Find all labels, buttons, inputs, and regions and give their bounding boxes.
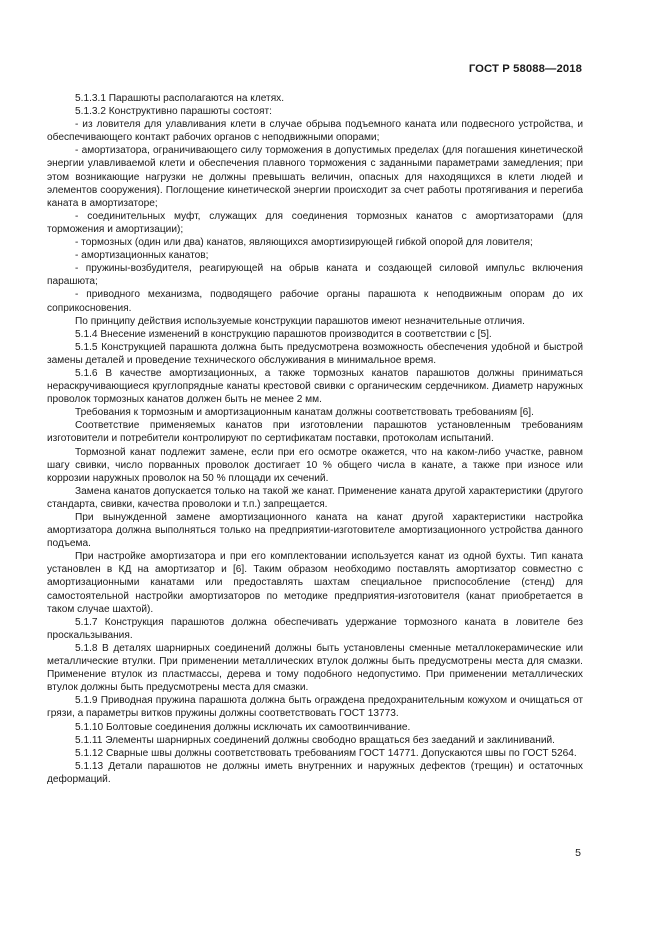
- paragraph: Замена канатов допускается только на такой же канат. Применение каната другой характеристики (другого стандарта, свивки, качества проволоки и т.п.) запрещается.: [47, 485, 583, 510]
- paragraph: 5.1.7 Конструкция парашютов должна обеспечивать удержание тормозного каната в ловителе без проскальзывания.: [47, 616, 583, 641]
- paragraph: 5.1.4 Внесение изменений в конструкцию парашютов производится в соответствии с [5].: [75, 328, 492, 340]
- paragraph: При вынужденной замене амортизационного каната на канат другой характеристики настройка амортизатора должна выполняться только на предприятии-изготовителе амортизационного устройства данного подъема.: [47, 512, 583, 550]
- list-item: - амортизационных канатов;: [75, 250, 209, 262]
- paragraph: 5.1.9 Приводная пружина парашюта должна быть ограждена предохранительным кожухом и очищаться от грязи, а параметры витков пружины должны соответствовать ГОСТ 13773.: [47, 695, 583, 720]
- paragraph: 5.1.3.2 Конструктивно парашюты состоят:: [75, 106, 272, 118]
- paragraph: 5.1.11 Элементы шарнирных соединений должны свободно вращаться без заеданий и заклиниваний.: [75, 734, 555, 746]
- list-item: - из ловителя для улавливания клети в случае обрыва подъемного каната или подвесного устройства, и обеспечивающего контакт рабочих органов с неподвижными опорами;: [47, 119, 583, 144]
- paragraph: По принципу действия используемые конструкции парашютов имеют незначительные отличия.: [75, 315, 525, 327]
- paragraph: 5.1.10 Болтовые соединения должны исключать их самоотвинчивание.: [75, 721, 411, 733]
- paragraph: 5.1.6 В качестве амортизационных, а также тормозных канатов парашютов должны приниматься нераскручивающиеся круглопрядные канаты крестовой свивки с органическим сердечником. Диаметр наружных проволок тормозных канатов должен быть не менее 2 мм.: [47, 367, 583, 406]
- paragraph: 5.1.3.1 Парашюты располагаются на клетях.: [75, 93, 285, 104]
- paragraph: Тормозной канат подлежит замене, если при его осмотре окажется, что на каком-либо участке, равном шагу свивки, число порванных проволок достигает 10 % общего числа в канате, а также при износе или коррозии наружных проволок на 50 % площади их сечений.: [47, 446, 583, 484]
- paragraph: Соответствие применяемых канатов при изготовлении парашютов установленным требованиям изготовители и потребители контролируют по сертификатам поставки, протоколам испытаний.: [47, 420, 583, 445]
- paragraph: 5.1.12 Сварные швы должны соответствовать требованиям ГОСТ 14771. Допускаются швы по ГОСТ 5264.: [75, 747, 577, 759]
- paragraph: При настройке амортизатора и при его комплектовании используется канат из одной бухты. Тип каната установлен в КД на амортизатор и [6]. Таким образом необходимо поставлять амортизатор совместно с амортизационными канатами или предоставлять шахтам специальное приспособление (стенд) для самостоятельной настройки амортизаторов по методике предприятия-изготовителя (канат приобретается в таком случае шахтой).: [47, 551, 583, 615]
- paragraph: 5.1.13 Детали парашютов не должны иметь внутренних и наружных дефектов (трещин) и остаточных деформаций.: [47, 760, 583, 785]
- paragraph: 5.1.5 Конструкцией парашюта должна быть предусмотрена возможность обеспечения удобной и быстрой замены деталей и проведение технического обслуживания в минимальное время.: [47, 341, 583, 366]
- list-item: - пружины-возбудителя, реагирующей на обрыв каната и создающей силовой импульс включения парашюта;: [47, 263, 583, 288]
- list-item: - приводного механизма, подводящего рабочие органы парашюта к неподвижным опорам до их соприкосновения.: [47, 289, 583, 314]
- paragraph: 5.1.8 В деталях шарнирных соединений должны быть установлены сменные металлокерамические или металлические втулки. При применении металлических втулок должны быть предусмотрены места для смазки. Применение втулок из пластмассы, дерева и тому подобного недопустимо. При применении металлических втулок должны быть предусмотрены места для смазки.: [47, 642, 583, 694]
- document-number-header: ГОСТ Р 58088—2018: [468, 63, 582, 75]
- page-number: 5: [575, 847, 581, 859]
- paragraph: Требования к тормозным и амортизационным канатам должны соответствовать требованиям [6].: [75, 407, 534, 419]
- list-item: - соединительных муфт, служащих для соединения тормозных канатов с амортизаторами (для торможения и амортизации);: [47, 210, 583, 235]
- list-item: - тормозных (один или два) канатов, являющихся амортизирующей гибкой опорой для ловителя;: [75, 237, 533, 249]
- document-body: [47, 92, 583, 786]
- list-item: - амортизатора, ограничивающего силу торможения в допустимых пределах (для погашения кинетической энергии улавливаемой клети и обеспечения плавного торможения с заданными параметрами замедления; при этом возникающие нагрузки не должны превышать величин, опасных для находящихся в клети людей и элементов сооружения). Поглощение кинетической энергии происходит за счет работы протягивания и перегиба каната в амортизаторе;: [47, 145, 583, 209]
